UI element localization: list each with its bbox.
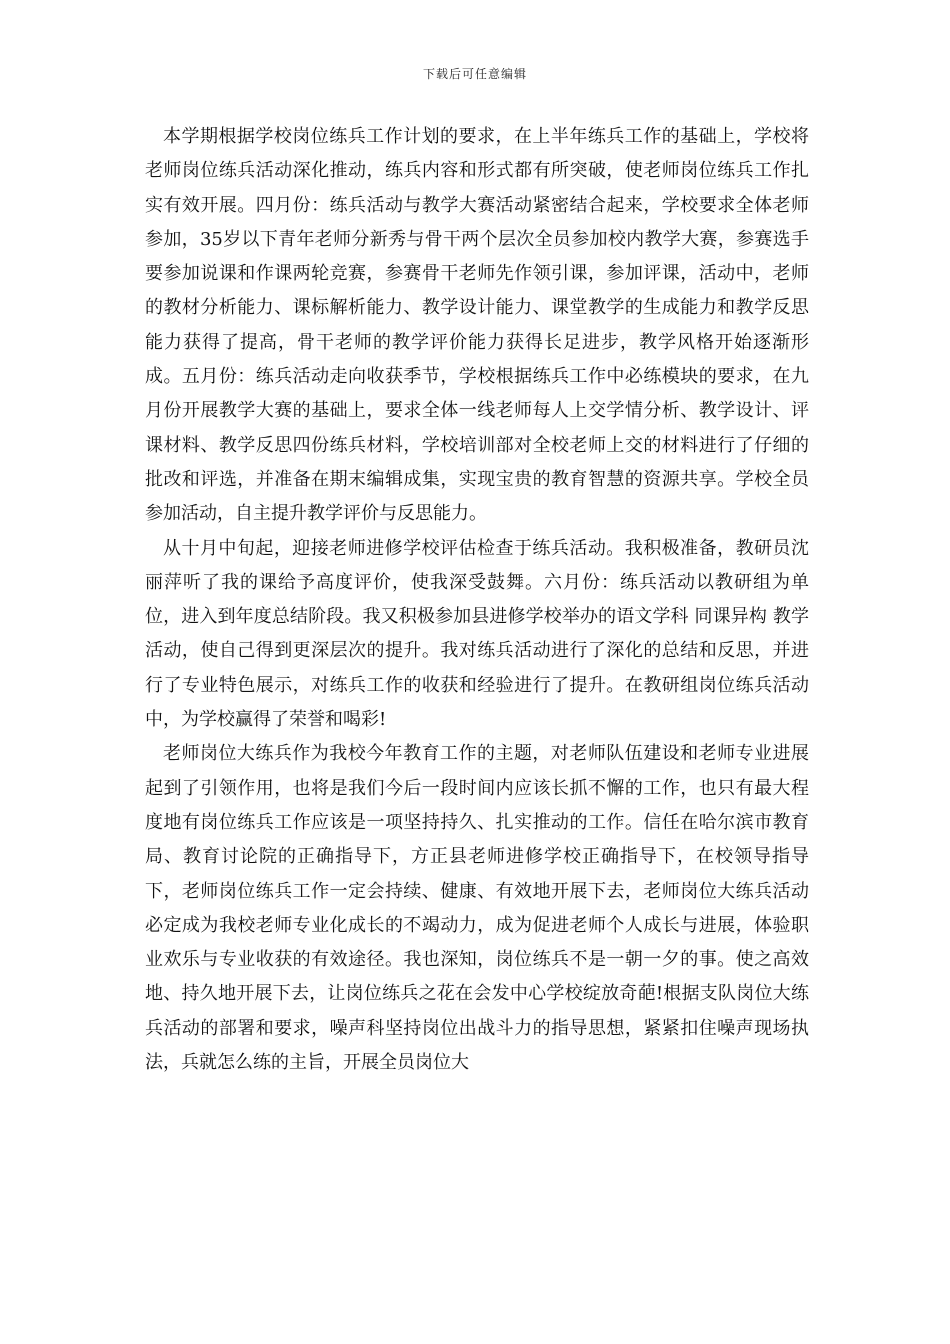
paragraph-3: 老师岗位大练兵作为我校今年教育工作的主题，对老师队伍建设和老师专业进展起到了引领作用，也将是我们今后一段时间内应该长抓不懈的工作，也只有最大程度地有岗位练兵工作应该是一项坚持持久、扎实推动的工作。信任在哈尔滨市教育局、教育讨论院的正确指导下，方正县老师进修学校正确指导下，在校领导指导下，老师岗位练兵工作一定会持续、健康、有效地开展下去，老师岗位大练兵活动必定成为我校老师专业化成长的不竭动力，成为促进老师个人成长与进展，体验职业欢乐与专业收获的有效途径。我也深知，岗位练兵不是一朝一夕的事。使之高效地、持久地开展下去，让岗位练兵之花在会发中心学校绽放奇葩!根据支队岗位大练兵活动的部署和要求，噪声科坚持岗位出战斗力的指导思想，紧紧扣住噪声现场执法，兵就怎么练的主旨，开展全员岗位大 — [145, 743, 809, 1074]
header-note: 下载后可任意编辑 — [422, 67, 527, 81]
document-body — [145, 120, 809, 1080]
paragraph-1: 本学期根据学校岗位练兵工作计划的要求，在上半年练兵工作的基础上，学校将老师岗位练兵活动深化推动，练兵内容和形式都有所突破，使老师岗位练兵工作扎实有效开展。四月份：练兵活动与教学大赛活动紧密结合起来，学校要求全体老师参加，35岁以下青年老师分新秀与骨干两个层次全员参加校内教学大赛，参赛选手要参加说课和作课两轮竞赛，参赛骨干老师先作领引课，参加评课，活动中，老师的教材分析能力、课标解析能力、教学设计能力、课堂教学的生成能力和教学反思能力获得了提高，骨干老师的教学评价能力获得长足进步，教学风格开始逐渐形成。五月份：练兵活动走向收获季节，学校根据练兵工作中必练模块的要求，在九月份开展教学大赛的基础上，要求全体一线老师每人上交学情分析、教学设计、评课材料、教学反思四份练兵材料，学校培训部对全校老师上交的材料进行了仔细的批改和评选，并准备在期末编辑成集，实现宝贵的教育智慧的资源共享。学校全员参加活动，自主提升教学评价与反思能力。 — [145, 126, 809, 525]
paragraph-2: 从十月中旬起，迎接老师进修学校评估检查于练兵活动。我积极准备，教研员沈丽萍听了我的课给予高度评价，使我深受鼓舞。六月份：练兵活动以教研组为单位，进入到年度总结阶段。我又积极参加县进修学校举办的语文学科 同课异构 教学活动，使自己得到更深层次的提升。我对练兵活动进行了深化的总结和反思，并进行了专业特色展示，对练兵工作的收获和经验进行了提升。在教研组岗位练兵活动中，为学校赢得了荣誉和喝彩! — [145, 537, 809, 731]
